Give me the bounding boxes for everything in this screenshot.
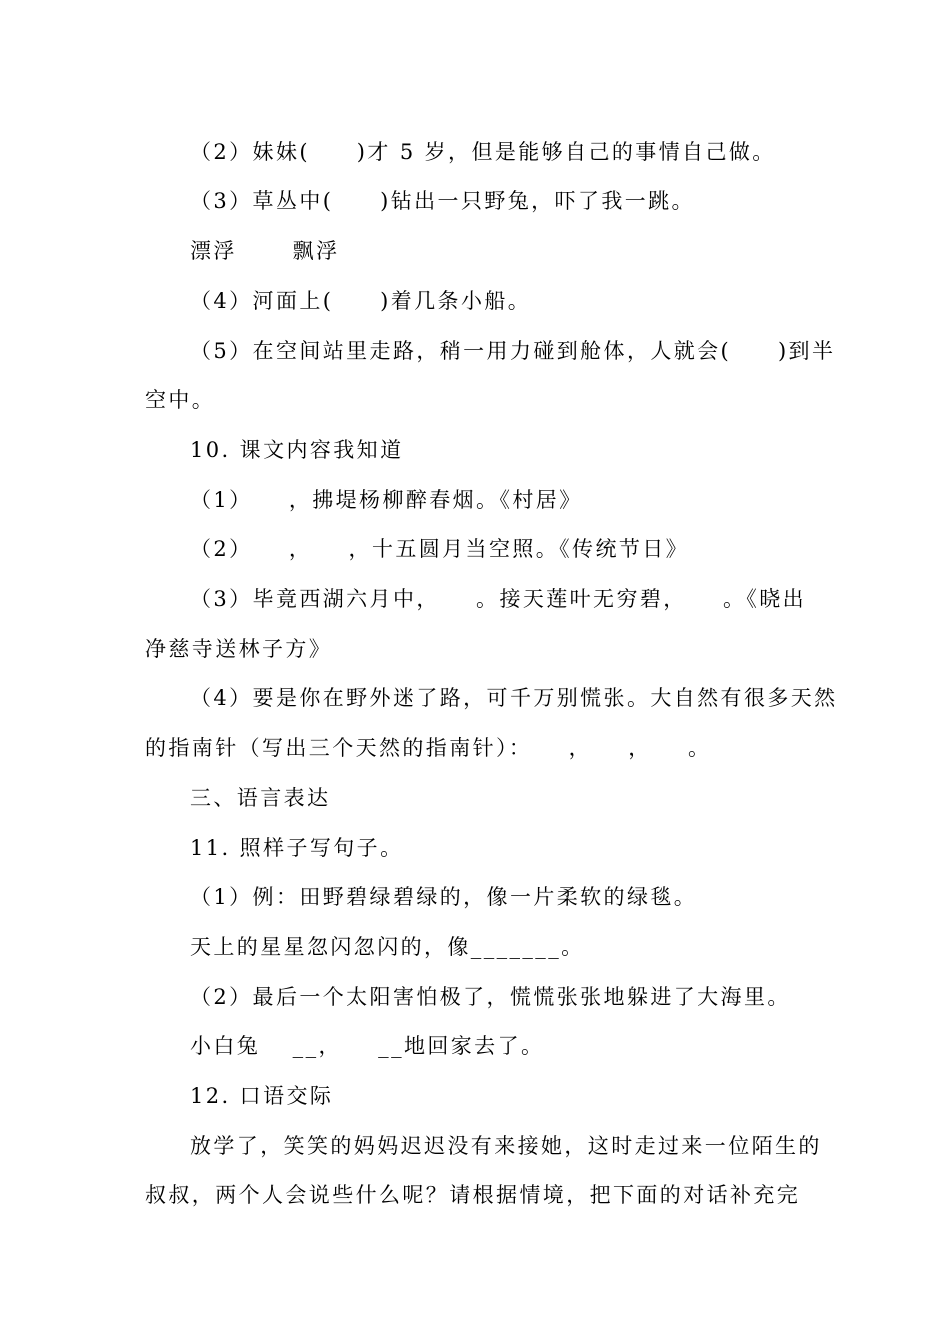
text-line: （2）最后一个太阳害怕极了，慌慌张张地躲进了大海里。 — [190, 985, 791, 1009]
text-line: 空中。 — [145, 388, 216, 412]
text-line: （4）要是你在野外迷了路，可千万别慌张。大自然有很多天然 — [190, 686, 838, 710]
text-line: 叔叔，两个人会说些什么呢？请根据情境，把下面的对话补充完 — [145, 1183, 801, 1207]
text-line: （2） ， ，十五圆月当空照。《传统节日》 — [190, 537, 690, 561]
text-line: （3）毕竟西湖六月中， 。接天莲叶无穷碧， 。《晓出 — [190, 587, 807, 611]
text-line: 天上的星星忽闪忽闪的，像_______。 — [190, 935, 585, 959]
text-line: 净慈寺送林子方》 — [145, 637, 333, 661]
text-line: （3）草丛中( )钻出一只野兔，吓了我一跳。 — [190, 189, 695, 213]
text-line: 放学了，笑笑的妈妈迟迟没有来接她，这时走过来一位陌生的 — [190, 1134, 822, 1158]
text-line: 的指南针（写出三个天然的指南针）： ， ， 。 — [145, 736, 712, 760]
text-line: （2）妹妹( )才 5 岁，但是能够自己的事情自己做。 — [190, 140, 776, 164]
text-line: （5）在空间站里走路，稍一用力碰到舱体，人就会( )到半 — [190, 339, 836, 363]
section-heading: 11. 照样子写句子。 — [190, 836, 404, 860]
text-line: 小白兔 __， __地回家去了。 — [190, 1034, 545, 1058]
text-line: （1） ，拂堤杨柳醉春烟。《村居》 — [190, 488, 583, 512]
section-heading: 10. 课文内容我知道 — [190, 438, 404, 462]
section-heading: 三、语言表达 — [190, 786, 331, 810]
text-line: （1）例：田野碧绿碧绿的，像一片柔软的绿毯。 — [190, 885, 698, 909]
text-line: （4）河面上( )着几条小船。 — [190, 289, 532, 313]
text-line: 漂浮 飘浮 — [190, 239, 340, 263]
section-heading: 12. 口语交际 — [190, 1084, 334, 1108]
